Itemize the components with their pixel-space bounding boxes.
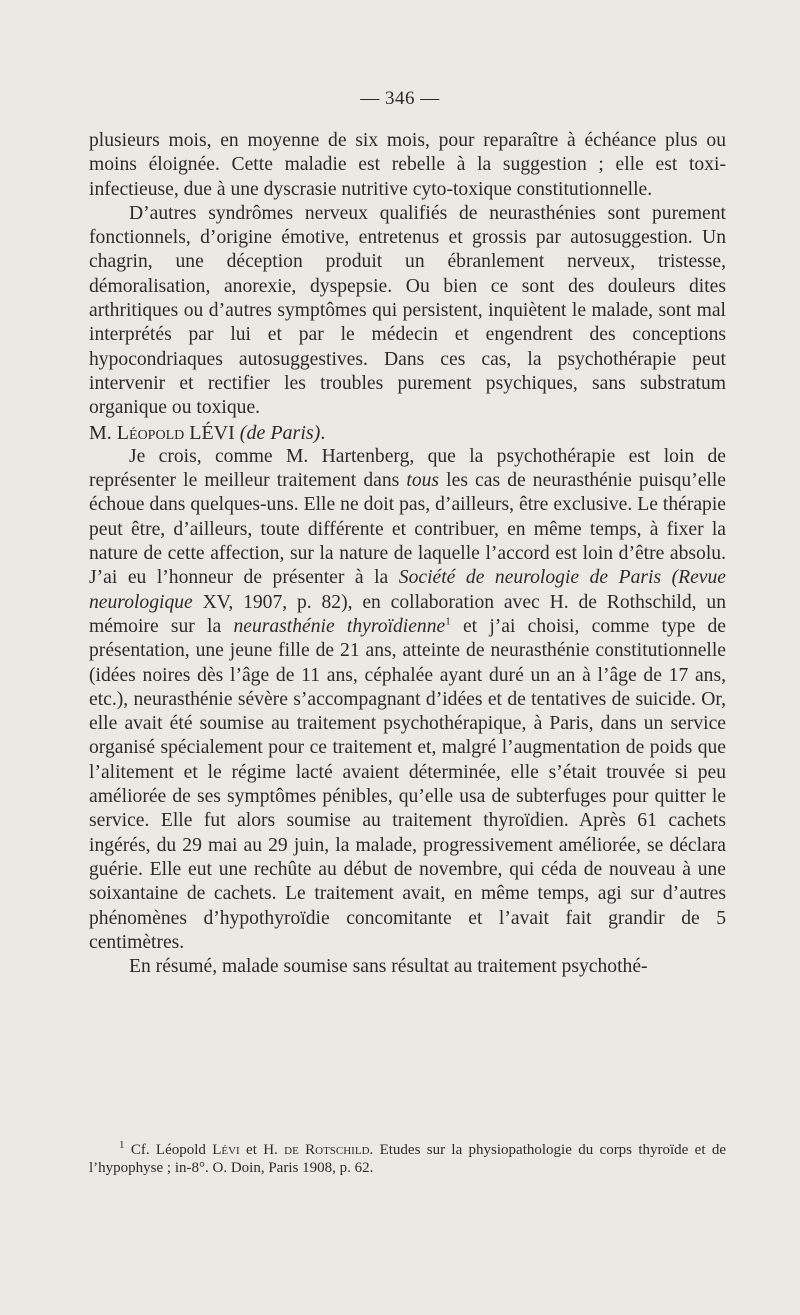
- emphasis-run: tous: [406, 470, 440, 492]
- text-run: Je crois, comme M. Hartenberg, que la psychothérapie est loin de représenter le meilleur traitement dans: [89, 445, 726, 492]
- page-number: — 346 —: [360, 88, 440, 109]
- paragraph-levi: [89, 445, 726, 955]
- text-run: les cas de neurasthénie puisqu’elle échoue dans quelques-uns. Elle ne doit pas, d’ailleurs, être exclusive. Le thérapie peut être, d’ailleurs, toute différente et contribuer, en même temps, à fixer la nature de cette affection, sur la nature de laquelle l’accord est loin d’être absolu. J’ai eu l’honneur de présenter à la: [89, 470, 726, 589]
- speaker-location: (de Paris): [239, 421, 321, 444]
- memoir-title: neurasthénie thyroïdienne: [233, 615, 446, 637]
- footnote-author: Lévi: [212, 1142, 240, 1158]
- journal-title: Société de neurologie de Paris (Revue neurologique: [89, 567, 726, 613]
- footnote-text: et H.: [239, 1142, 285, 1158]
- paragraph-summary: En résumé, malade soumise sans résultat au traitement psychothé-: [129, 956, 648, 978]
- text-run: et j’ai choisi, comme type de présentation, une jeune fille de 21 ans, atteinte de neurasthénie constitutionnelle (idées noires dès l’âge de 11 ans, céphalée ayant duré un an à l’âge de 17 ans, etc.), neurasthénie sévère s’accompagnant d’idées et de tentatives de suicide. Or, elle avait été soumise au traitement psychothérapique, à Paris, dans un service organisé spécialement pour ce traitement et, malgré l’augmentation de poids que l’alitement et le régime lacté avaient déterminée, elle s’était trouvée si peu améliorée de ses symptômes pénibles, qu’elle usa de subterfuges pour quitter le service. Elle fut alors soumise au traitement thyroïdien. Après 61 cachets ingérés, du 29 mai au 29 juin, la malade, progressivement améliorée, se déclara guérie. Elle eut une rechûte au début de novembre, qui céda de nouveau à une soixantaine de cachets. Le traitement avait, en même temps, agi sur d’autres phénomènes d’hypothyroïdie concomitante et l’avait fait grandir de 5 centimètres.: [89, 615, 726, 953]
- text-run: XV, 1907, p. 82), en collaboration avec H. de Rothschild, un mémoire sur la: [89, 591, 726, 637]
- footnote-author: de Rotschild: [284, 1142, 370, 1158]
- body-text: [89, 129, 726, 979]
- speaker-heading: [89, 421, 726, 445]
- footnote-reference: 1: [445, 615, 451, 628]
- paragraph-syndromes: D’autres syndrômes nerveux qualifiés de neurasthénies sont purement fonctionnels, d’origine émotive, entretenus et grossis par autosuggestion. Un chagrin, une déception produit un ébranlement nerveux, tristesse, démoralisation, anorexie, dyspepsie. Ou bien ce sont des douleurs dites arthritiques ou d’autres symptômes qui persistent, inquiètent le malade, sont mal interprétés par lui et par le médecin et engendrent des conceptions hypocondriaques autosuggestives. Dans ces cas, la psychothérapie peut intervenir et rectifier les troubles purement psychiques, sans substratum organique ou toxique.: [89, 202, 726, 419]
- footnote-marker: 1: [119, 1139, 125, 1151]
- speaker-first-name: Léopold: [116, 421, 185, 444]
- footnote-text: . Etudes sur la physiopathologie du corps thyroïde et de l’hypophyse ; in-8°. O. Doin, Paris 1908, p. 62.: [89, 1142, 726, 1176]
- footnote-text: Cf. Léopold: [124, 1142, 213, 1158]
- speaker-last-name: LÉVI: [189, 421, 235, 444]
- speaker-prefix: M.: [89, 421, 117, 444]
- speaker-end: .: [320, 421, 326, 444]
- footnote: [89, 1141, 726, 1177]
- footnote-area: [89, 1141, 726, 1177]
- paragraph-continued: plusieurs mois, en moyenne de six mois, pour reparaître à échéance plus ou moins éloignée. Cette maladie est rebelle à la suggestion ; elle est toxi-infectieuse, due à une dyscrasie nutritive cyto-toxique constitutionnelle.: [89, 130, 726, 200]
